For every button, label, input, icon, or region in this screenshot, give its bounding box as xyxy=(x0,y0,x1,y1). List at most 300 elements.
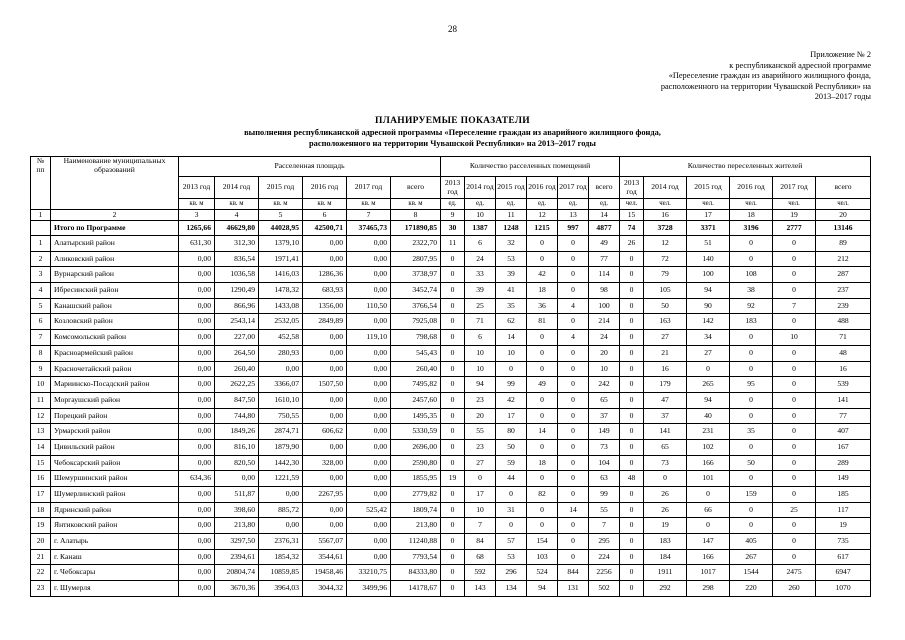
column-number: 14 xyxy=(589,210,620,221)
row-value: 2267,95 xyxy=(303,487,347,503)
row-value: 6 xyxy=(465,330,496,346)
row-value: 14178,67 xyxy=(391,581,441,597)
row-value: 14 xyxy=(496,330,527,346)
row-number: 9 xyxy=(31,361,51,377)
row-value: 55 xyxy=(589,502,620,518)
row-value: 2849,89 xyxy=(303,314,347,330)
row-value: 2394,61 xyxy=(215,549,259,565)
row-value: 0,00 xyxy=(303,408,347,424)
row-value: 0,00 xyxy=(347,487,391,503)
row-value: 885,72 xyxy=(259,502,303,518)
row-value: 32 xyxy=(496,236,527,252)
column-number: 13 xyxy=(558,210,589,221)
row-value: 55 xyxy=(465,424,496,440)
row-value: 1507,50 xyxy=(303,377,347,393)
header-premises-year: 2016 год xyxy=(527,177,558,199)
municipality-name: г. Алатырь xyxy=(51,534,179,550)
row-value: 4 xyxy=(558,330,589,346)
row-value: 2696,00 xyxy=(391,439,441,455)
row-value: 147 xyxy=(687,534,730,550)
total-label: Итого по Программе xyxy=(51,221,179,236)
row-value: 0,00 xyxy=(179,487,215,503)
row-value: 31 xyxy=(496,502,527,518)
row-value: 683,93 xyxy=(303,283,347,299)
row-value: 0,00 xyxy=(179,345,215,361)
row-value: 101 xyxy=(687,471,730,487)
row-number: 10 xyxy=(31,377,51,393)
row-value: 237 xyxy=(816,283,871,299)
row-value: 0,00 xyxy=(179,439,215,455)
table-body xyxy=(31,157,871,597)
municipality-name: г. Шумерля xyxy=(51,581,179,597)
row-value: 20804,74 xyxy=(215,565,259,581)
table-row xyxy=(31,267,871,283)
row-value: 0 xyxy=(730,518,773,534)
total-value: 46629,80 xyxy=(215,221,259,236)
row-value: 0 xyxy=(773,455,816,471)
row-value: 0 xyxy=(620,345,644,361)
row-value: 89 xyxy=(816,236,871,252)
row-value: 0 xyxy=(558,283,589,299)
row-value: 65 xyxy=(589,392,620,408)
row-value: 0 xyxy=(441,487,465,503)
row-value: 1290,49 xyxy=(215,283,259,299)
row-value: 3544,61 xyxy=(303,549,347,565)
row-value: 110,50 xyxy=(347,298,391,314)
header-unit-residents: чел. xyxy=(773,199,816,210)
header-unit-residents: чел. xyxy=(644,199,687,210)
column-number: 5 xyxy=(259,210,303,221)
row-value: 35 xyxy=(730,424,773,440)
row-value: 3366,07 xyxy=(259,377,303,393)
row-value: 11240,88 xyxy=(391,534,441,550)
municipality-name: Чебоксарский район xyxy=(51,455,179,471)
row-value: 2256 xyxy=(589,565,620,581)
header-residents-year: 2014 год xyxy=(644,177,687,199)
row-value: 524 xyxy=(527,565,558,581)
column-number: 12 xyxy=(527,210,558,221)
row-value: 100 xyxy=(589,298,620,314)
total-value: 74 xyxy=(620,221,644,236)
row-value: 140 xyxy=(687,251,730,267)
table-row xyxy=(31,534,871,550)
row-value: 36 xyxy=(527,298,558,314)
table-row xyxy=(31,565,871,581)
row-value: 0 xyxy=(730,408,773,424)
subtitle-line: расположенного на территории Чувашской Республики» на 2013–2017 годы xyxy=(309,139,596,148)
row-value: 0,00 xyxy=(179,314,215,330)
row-value: 0 xyxy=(773,487,816,503)
municipality-name: Урмарский район xyxy=(51,424,179,440)
row-value: 0 xyxy=(620,251,644,267)
row-value: 0,00 xyxy=(179,455,215,471)
total-value: 42500,71 xyxy=(303,221,347,236)
row-value: 0 xyxy=(558,455,589,471)
row-value: 19 xyxy=(644,518,687,534)
row-value: 3044,32 xyxy=(303,581,347,597)
row-value: 1221,59 xyxy=(259,471,303,487)
row-value: 159 xyxy=(730,487,773,503)
row-value: 2590,80 xyxy=(391,455,441,471)
row-value: 0 xyxy=(441,534,465,550)
header-unit-premises: ед. xyxy=(465,199,496,210)
indicators-table xyxy=(30,156,871,597)
row-value: 502 xyxy=(589,581,620,597)
row-value: 0 xyxy=(620,392,644,408)
row-value: 0,00 xyxy=(179,581,215,597)
row-value: 65 xyxy=(644,439,687,455)
municipality-name: Комсомольский район xyxy=(51,330,179,346)
row-value: 735 xyxy=(816,534,871,550)
row-value: 0 xyxy=(730,392,773,408)
municipality-name: Красночетайский район xyxy=(51,361,179,377)
row-value: 0,00 xyxy=(347,471,391,487)
row-value: 1416,03 xyxy=(259,267,303,283)
document-subtitle xyxy=(0,127,905,149)
header-area-year: 2014 год xyxy=(215,177,259,199)
row-value: 0,00 xyxy=(303,345,347,361)
row-value: 0 xyxy=(558,534,589,550)
row-value: 0 xyxy=(620,267,644,283)
header-premises-year: всего xyxy=(589,177,620,199)
page-number: 28 xyxy=(448,24,457,34)
row-value: 0 xyxy=(773,424,816,440)
row-value: 0 xyxy=(620,534,644,550)
column-number: 18 xyxy=(730,210,773,221)
row-value: 0,00 xyxy=(179,251,215,267)
row-value: 0 xyxy=(620,518,644,534)
row-value: 0 xyxy=(773,251,816,267)
row-value: 0 xyxy=(773,361,816,377)
row-value: 0,00 xyxy=(303,439,347,455)
row-value: 242 xyxy=(589,377,620,393)
row-value: 185 xyxy=(816,487,871,503)
row-value: 0 xyxy=(773,549,816,565)
total-value: 997 xyxy=(558,221,589,236)
row-value: 17 xyxy=(465,487,496,503)
row-value: 62 xyxy=(496,314,527,330)
row-value: 37 xyxy=(644,408,687,424)
column-number: 10 xyxy=(465,210,496,221)
row-value: 634,36 xyxy=(179,471,215,487)
row-value: 3766,54 xyxy=(391,298,441,314)
row-value: 10 xyxy=(465,361,496,377)
municipality-name: Мариинско-Посадский район xyxy=(51,377,179,393)
row-value: 0,00 xyxy=(179,377,215,393)
header-area-group: Расселенная площадь xyxy=(179,157,441,177)
header-residents-group: Количество переселенных жителей xyxy=(620,157,871,177)
table-row xyxy=(31,251,871,267)
row-value: 2622,25 xyxy=(215,377,259,393)
header-unit-premises: ед. xyxy=(558,199,589,210)
row-value: 20 xyxy=(589,345,620,361)
row-value: 0 xyxy=(527,236,558,252)
row-value: 108 xyxy=(730,267,773,283)
row-value: 3452,74 xyxy=(391,283,441,299)
header-unit-area: кв. м xyxy=(347,199,391,210)
appendix-line: 2013–2017 годы xyxy=(814,92,871,102)
row-value: 1017 xyxy=(687,565,730,581)
row-value: 117 xyxy=(816,502,871,518)
row-value: 0 xyxy=(527,361,558,377)
row-value: 142 xyxy=(687,314,730,330)
header-row xyxy=(31,157,871,177)
municipality-name: Ядринский район xyxy=(51,502,179,518)
row-value: 239 xyxy=(816,298,871,314)
row-number: 1 xyxy=(31,236,51,252)
row-value: 525,42 xyxy=(347,502,391,518)
row-value: 48 xyxy=(620,471,644,487)
row-value: 0,00 xyxy=(179,283,215,299)
row-value: 25 xyxy=(773,502,816,518)
row-value: 2376,31 xyxy=(259,534,303,550)
row-value: 7 xyxy=(589,518,620,534)
row-value: 0 xyxy=(527,502,558,518)
row-value: 94 xyxy=(527,581,558,597)
column-number: 17 xyxy=(687,210,730,221)
municipality-name: Шумерлинский район xyxy=(51,487,179,503)
header-unit-premises: ед. xyxy=(589,199,620,210)
column-number: 15 xyxy=(620,210,644,221)
header-unit-residents: чел. xyxy=(620,199,644,210)
total-value: 3728 xyxy=(644,221,687,236)
row-value: 0 xyxy=(730,439,773,455)
row-value: 0 xyxy=(687,518,730,534)
row-value: 0 xyxy=(558,487,589,503)
total-value: 1387 xyxy=(465,221,496,236)
row-value: 12 xyxy=(644,236,687,252)
row-value: 0 xyxy=(558,361,589,377)
row-value: 0 xyxy=(620,455,644,471)
row-value: 0,00 xyxy=(347,392,391,408)
row-value: 224 xyxy=(589,549,620,565)
row-value: 149 xyxy=(589,424,620,440)
row-value: 102 xyxy=(687,439,730,455)
row-value: 18 xyxy=(527,283,558,299)
header-unit-premises: ед. xyxy=(441,199,465,210)
row-value: 0 xyxy=(773,267,816,283)
total-row xyxy=(31,221,871,236)
header-area-year: 2016 год xyxy=(303,177,347,199)
row-value: 213,80 xyxy=(215,518,259,534)
row-value: 0 xyxy=(441,392,465,408)
row-value: 27 xyxy=(687,345,730,361)
row-value: 0 xyxy=(620,487,644,503)
row-value: 0,00 xyxy=(303,471,347,487)
row-value: 0 xyxy=(465,471,496,487)
table-row xyxy=(31,439,871,455)
row-value: 260 xyxy=(773,581,816,597)
row-value: 0 xyxy=(773,283,816,299)
row-value: 298 xyxy=(687,581,730,597)
row-value: 0 xyxy=(558,314,589,330)
row-value: 0 xyxy=(730,330,773,346)
municipality-name: г. Чебоксары xyxy=(51,565,179,581)
row-value: 0 xyxy=(527,439,558,455)
row-value: 231 xyxy=(687,424,730,440)
row-value: 72 xyxy=(644,251,687,267)
column-number: 19 xyxy=(773,210,816,221)
row-value: 42 xyxy=(527,267,558,283)
row-value: 0,00 xyxy=(303,518,347,534)
row-value: 0 xyxy=(527,392,558,408)
column-number: 6 xyxy=(303,210,347,221)
row-value: 18 xyxy=(527,455,558,471)
row-value: 0,00 xyxy=(347,534,391,550)
table-row xyxy=(31,236,871,252)
row-value: 0 xyxy=(558,471,589,487)
row-value: 1809,74 xyxy=(391,502,441,518)
row-value: 0 xyxy=(773,439,816,455)
row-value: 407 xyxy=(816,424,871,440)
column-number: 8 xyxy=(391,210,441,221)
row-value: 0 xyxy=(730,251,773,267)
row-value: 16 xyxy=(644,361,687,377)
row-value: 0 xyxy=(620,408,644,424)
row-value: 0,00 xyxy=(179,392,215,408)
row-value: 2532,05 xyxy=(259,314,303,330)
row-value: 27 xyxy=(644,330,687,346)
row-value: 227,00 xyxy=(215,330,259,346)
column-number: 20 xyxy=(816,210,871,221)
row-value: 295 xyxy=(589,534,620,550)
row-value: 167 xyxy=(816,439,871,455)
row-number: 5 xyxy=(31,298,51,314)
row-value: 1379,10 xyxy=(259,236,303,252)
row-value: 0 xyxy=(441,267,465,283)
row-value: 0 xyxy=(441,377,465,393)
row-value: 0 xyxy=(773,408,816,424)
municipality-name: г. Канаш xyxy=(51,549,179,565)
row-value: 0 xyxy=(441,330,465,346)
appendix-line: к республиканской адресной программе xyxy=(729,60,871,70)
row-value: 844 xyxy=(558,565,589,581)
table-row xyxy=(31,361,871,377)
row-number: 15 xyxy=(31,455,51,471)
row-number: 17 xyxy=(31,487,51,503)
row-value: 287 xyxy=(816,267,871,283)
header-residents-year: 2013 год xyxy=(620,177,644,199)
row-value: 50 xyxy=(730,455,773,471)
row-value: 0 xyxy=(441,439,465,455)
row-value: 14 xyxy=(558,502,589,518)
row-value: 95 xyxy=(730,377,773,393)
row-value: 0 xyxy=(773,377,816,393)
row-value: 7495,82 xyxy=(391,377,441,393)
row-value: 2322,70 xyxy=(391,236,441,252)
row-value: 131 xyxy=(558,581,589,597)
row-value: 0 xyxy=(527,251,558,267)
row-value: 2874,71 xyxy=(259,424,303,440)
total-value: 171890,85 xyxy=(391,221,441,236)
row-value: 71 xyxy=(816,330,871,346)
row-value: 24 xyxy=(465,251,496,267)
row-value: 312,30 xyxy=(215,236,259,252)
table-row xyxy=(31,424,871,440)
row-value: 0 xyxy=(687,487,730,503)
row-value: 1855,95 xyxy=(391,471,441,487)
row-value: 1433,08 xyxy=(259,298,303,314)
row-value: 41 xyxy=(496,283,527,299)
row-value: 26 xyxy=(620,236,644,252)
appendix-line: «Переселение граждан из аварийного жилищного фонда, xyxy=(668,71,871,81)
header-premises-year: 2014 год xyxy=(465,177,496,199)
row-value: 0,00 xyxy=(347,251,391,267)
row-value: 0,00 xyxy=(179,534,215,550)
row-value: 220 xyxy=(730,581,773,597)
row-value: 73 xyxy=(644,455,687,471)
row-value: 0,00 xyxy=(347,361,391,377)
total-value: 1215 xyxy=(527,221,558,236)
row-value: 99 xyxy=(589,487,620,503)
row-value: 23 xyxy=(465,439,496,455)
row-value: 105 xyxy=(644,283,687,299)
municipality-name: Аликовский район xyxy=(51,251,179,267)
row-value: 94 xyxy=(465,377,496,393)
row-value: 50 xyxy=(644,298,687,314)
row-value: 10 xyxy=(465,502,496,518)
row-value: 19 xyxy=(441,471,465,487)
table-row xyxy=(31,502,871,518)
row-value: 134 xyxy=(496,581,527,597)
row-value: 328,00 xyxy=(303,455,347,471)
row-value: 71 xyxy=(465,314,496,330)
total-value: 13146 xyxy=(816,221,871,236)
column-number: 2 xyxy=(51,210,179,221)
row-value: 0 xyxy=(773,518,816,534)
column-number: 1 xyxy=(31,210,51,221)
row-value: 0,00 xyxy=(179,549,215,565)
row-value: 0 xyxy=(620,565,644,581)
row-value: 42 xyxy=(496,392,527,408)
row-value: 0 xyxy=(558,408,589,424)
row-value: 84333,80 xyxy=(391,565,441,581)
row-value: 0 xyxy=(558,439,589,455)
row-value: 798,68 xyxy=(391,330,441,346)
row-value: 488 xyxy=(816,314,871,330)
municipality-name: Янтиковский район xyxy=(51,518,179,534)
row-value: 0 xyxy=(730,502,773,518)
row-value: 405 xyxy=(730,534,773,550)
total-value: 3371 xyxy=(687,221,730,236)
row-value: 73 xyxy=(589,439,620,455)
municipality-name: Вурнарский район xyxy=(51,267,179,283)
row-value: 0 xyxy=(773,392,816,408)
row-value: 44 xyxy=(496,471,527,487)
row-value: 820,50 xyxy=(215,455,259,471)
row-value: 104 xyxy=(589,455,620,471)
row-value: 0 xyxy=(441,565,465,581)
column-number: 11 xyxy=(496,210,527,221)
row-value: 49 xyxy=(527,377,558,393)
row-value: 166 xyxy=(687,455,730,471)
row-value: 34 xyxy=(687,330,730,346)
row-value: 0 xyxy=(558,518,589,534)
row-value: 617 xyxy=(816,549,871,565)
row-value: 1286,36 xyxy=(303,267,347,283)
header-premises-year: 2017 год xyxy=(558,177,589,199)
row-value: 0 xyxy=(558,377,589,393)
appendix-note xyxy=(571,50,871,103)
row-value: 0 xyxy=(527,330,558,346)
row-value: 17 xyxy=(496,408,527,424)
row-number: 11 xyxy=(31,392,51,408)
row-value: 0 xyxy=(441,251,465,267)
table-row xyxy=(31,330,871,346)
row-value: 10 xyxy=(496,345,527,361)
row-value: 0,00 xyxy=(303,392,347,408)
row-value: 7 xyxy=(465,518,496,534)
